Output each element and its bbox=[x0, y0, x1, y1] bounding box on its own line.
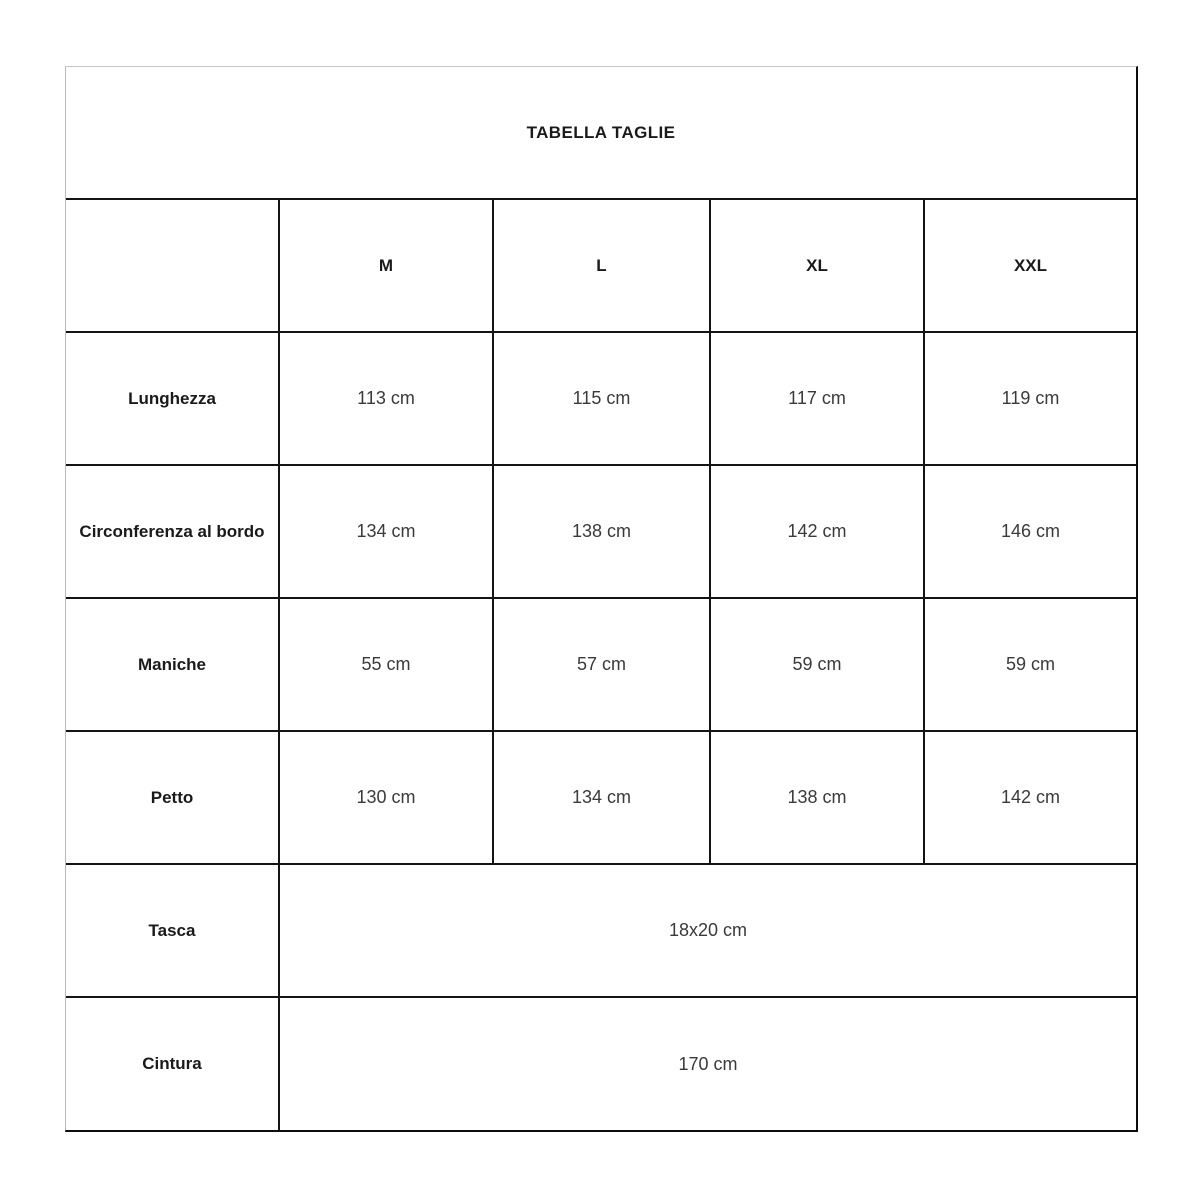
row-label-lunghezza: Lunghezza bbox=[66, 332, 279, 465]
size-value-merged: 170 cm bbox=[279, 997, 1136, 1130]
size-value: 142 cm bbox=[924, 731, 1136, 864]
size-value: 142 cm bbox=[710, 465, 924, 598]
size-value: 138 cm bbox=[710, 731, 924, 864]
row-label-maniche: Maniche bbox=[66, 598, 279, 731]
size-value: 59 cm bbox=[924, 598, 1136, 731]
size-header-xl: XL bbox=[710, 199, 924, 332]
size-header-l: L bbox=[493, 199, 710, 332]
corner-empty-cell bbox=[66, 199, 279, 332]
size-value: 138 cm bbox=[493, 465, 710, 598]
size-value: 57 cm bbox=[493, 598, 710, 731]
table-row-tasca bbox=[66, 864, 1136, 997]
size-header-row bbox=[66, 199, 1136, 332]
size-value: 115 cm bbox=[493, 332, 710, 465]
size-value-merged: 18x20 cm bbox=[279, 864, 1136, 997]
size-value: 134 cm bbox=[493, 731, 710, 864]
size-value: 134 cm bbox=[279, 465, 493, 598]
table-title: TABELLA TAGLIE bbox=[66, 67, 1136, 199]
title-row bbox=[66, 67, 1136, 199]
row-label-tasca: Tasca bbox=[66, 864, 279, 997]
size-value: 55 cm bbox=[279, 598, 493, 731]
size-value: 113 cm bbox=[279, 332, 493, 465]
table-row-maniche bbox=[66, 598, 1136, 731]
table-row-circonferenza bbox=[66, 465, 1136, 598]
row-label-petto: Petto bbox=[66, 731, 279, 864]
size-header-m: M bbox=[279, 199, 493, 332]
size-value: 130 cm bbox=[279, 731, 493, 864]
size-value: 59 cm bbox=[710, 598, 924, 731]
row-label-cintura: Cintura bbox=[66, 997, 279, 1130]
size-value: 117 cm bbox=[710, 332, 924, 465]
size-value: 119 cm bbox=[924, 332, 1136, 465]
row-label-circonferenza: Circonferenza al bordo bbox=[66, 465, 279, 598]
size-chart-table bbox=[65, 66, 1138, 1132]
size-value: 146 cm bbox=[924, 465, 1136, 598]
table-row-lunghezza bbox=[66, 332, 1136, 465]
size-header-xxl: XXL bbox=[924, 199, 1136, 332]
table-row-cintura bbox=[66, 997, 1136, 1130]
table-row-petto bbox=[66, 731, 1136, 864]
size-table-grid bbox=[66, 67, 1136, 1130]
